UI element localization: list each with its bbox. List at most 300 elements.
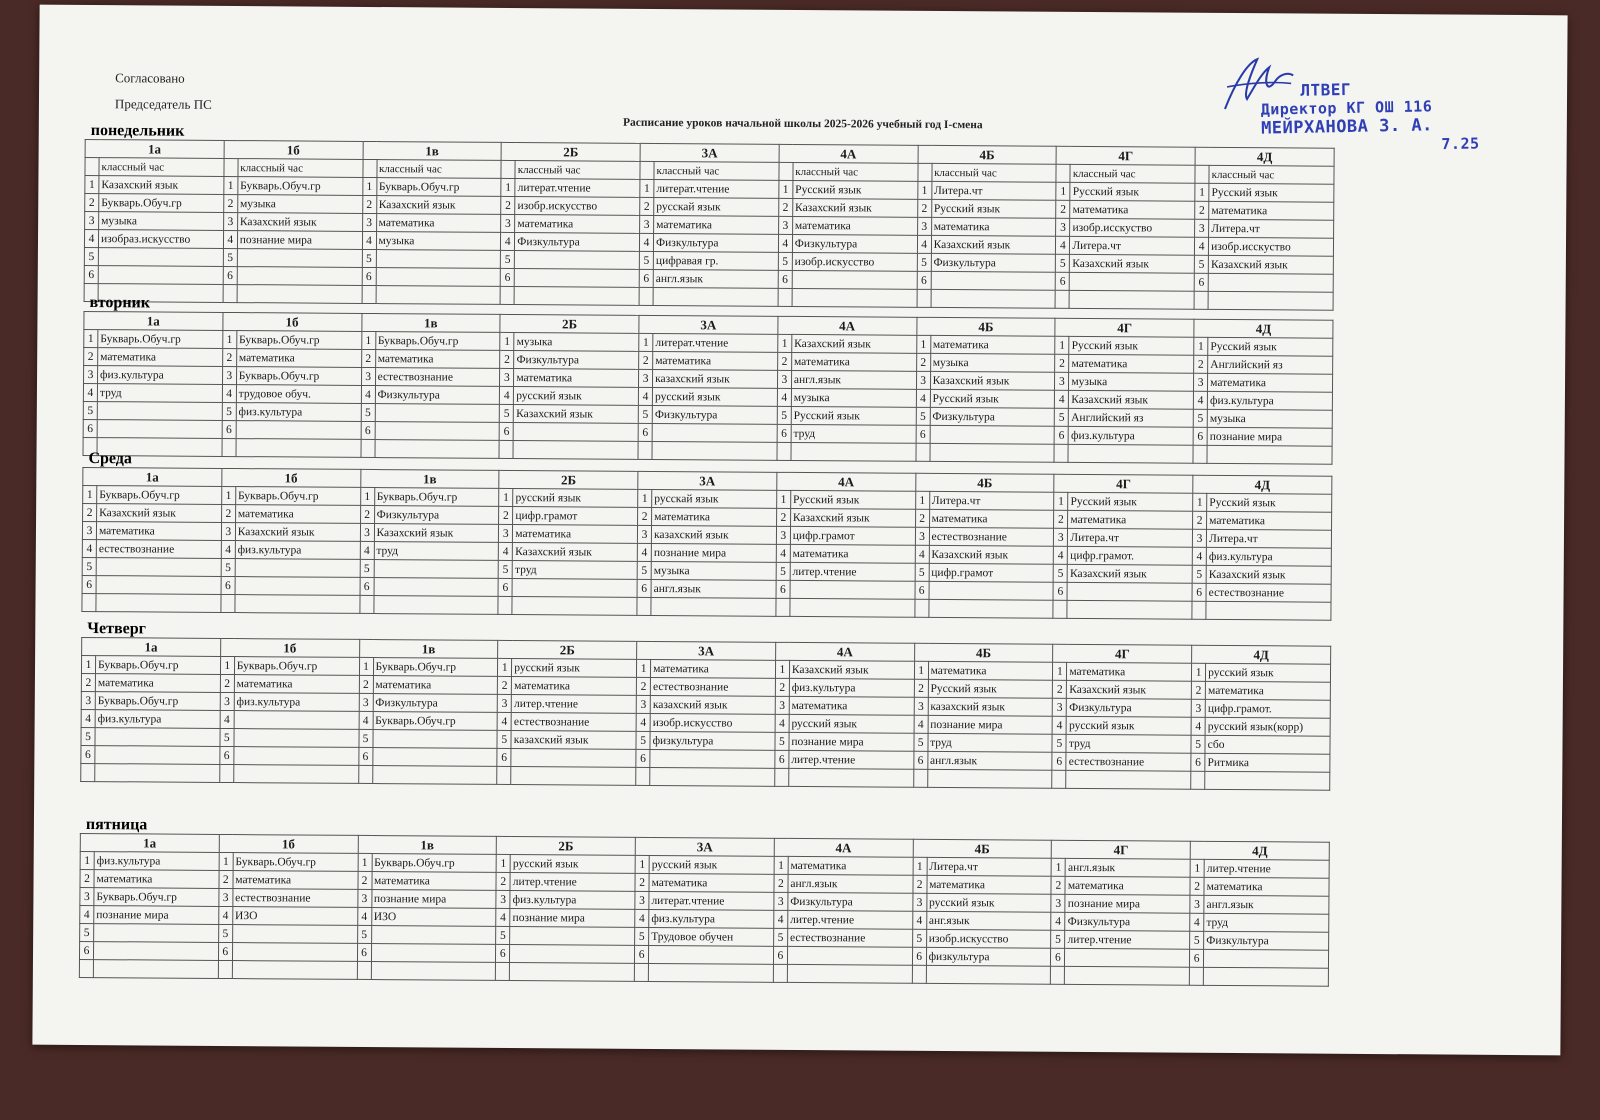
lesson-cell: Русский язык [791, 406, 916, 425]
lesson-cell [1070, 272, 1195, 291]
lesson-cell: литер.чтение [512, 694, 637, 713]
grade-header: 4А [777, 472, 916, 491]
lesson-cell [232, 925, 357, 944]
lesson-number: 2 [639, 351, 653, 369]
lesson-number: 2 [915, 509, 929, 527]
lesson-number: 1 [1055, 336, 1069, 354]
lesson-cell: труд [928, 733, 1053, 752]
empty-cell [224, 158, 238, 176]
lesson-cell: познание мира [94, 906, 219, 925]
empty-cell [96, 594, 221, 613]
lesson-cell: математика [95, 674, 220, 693]
lesson-cell: музыка [930, 353, 1055, 372]
lesson-number: 3 [777, 370, 791, 388]
lesson-number: 4 [359, 711, 373, 729]
lesson-cell: Букварь.Обуч.гр [238, 177, 363, 196]
lesson-cell [511, 748, 636, 767]
lesson-number: 6 [636, 749, 650, 767]
lesson-number: 5 [917, 253, 931, 271]
lesson-number: 2 [774, 874, 788, 892]
lesson-cell: Казахский язык [376, 196, 501, 215]
empty-cell [95, 764, 220, 783]
lesson-cell: математика [1065, 876, 1190, 895]
lesson-number: 6 [218, 942, 232, 960]
classhour-cell: классный час [932, 163, 1057, 182]
grade-header: 4Б [916, 317, 1055, 336]
lesson-number: 4 [777, 388, 791, 406]
lesson-cell: математика [512, 676, 637, 695]
empty-cell [496, 962, 510, 980]
lesson-cell: труд [97, 384, 222, 403]
lesson-cell: изобр.искусство [515, 197, 640, 216]
empty-cell [912, 965, 926, 983]
lesson-number: 6 [362, 267, 376, 285]
grade-header: 1а [80, 833, 219, 852]
lesson-cell: математика [1069, 354, 1194, 373]
lesson-number: 3 [1055, 372, 1069, 390]
empty-cell [232, 961, 357, 980]
lesson-number: 5 [1051, 930, 1065, 948]
lesson-cell: физ.культура [1206, 547, 1331, 566]
lesson-number: 4 [357, 907, 371, 925]
empty-cell [787, 964, 912, 983]
lesson-cell: естествознание [650, 677, 775, 696]
lesson-number: 2 [916, 353, 930, 371]
lesson-cell: математика [234, 675, 359, 694]
lesson-cell: англ.язык [1065, 858, 1190, 877]
lesson-number: 1 [776, 490, 790, 508]
lesson-number: 4 [1051, 912, 1065, 930]
lesson-cell: математика [791, 352, 916, 371]
lesson-cell: Букварь.Обуч.гр [373, 712, 498, 731]
lesson-cell: Казахский язык [235, 523, 360, 542]
lesson-number: 1 [361, 331, 375, 349]
lesson-number: 3 [85, 211, 99, 229]
grade-header: 3А [640, 143, 779, 162]
lesson-cell: музыка [651, 561, 776, 580]
grade-header: 4А [779, 144, 918, 163]
lesson-cell: математика [375, 350, 500, 369]
empty-cell [926, 965, 1051, 984]
lesson-cell: познание мира [1065, 894, 1190, 913]
lesson-number: 5 [915, 563, 929, 581]
lesson-cell: цифр.грамот. [1205, 699, 1330, 718]
lesson-cell: математика [649, 873, 774, 892]
lesson-cell: естествознание [96, 540, 221, 559]
lesson-number: 4 [912, 911, 926, 929]
lesson-cell: Букварь.Обуч.гр [373, 658, 498, 677]
lesson-number: 2 [914, 679, 928, 697]
lesson-number: 4 [84, 229, 98, 247]
schedule-paper [32, 5, 1567, 1056]
lesson-cell: цифр.грамот [513, 506, 638, 525]
schedule-table [79, 833, 1330, 987]
lesson-cell [792, 270, 917, 289]
lesson-cell: математика [515, 215, 640, 234]
lesson-cell: естествознание [1066, 752, 1191, 771]
lesson-cell: Казахский язык [513, 542, 638, 561]
lesson-cell: Физкультура [654, 233, 779, 252]
lesson-number: 5 [1190, 931, 1204, 949]
grade-header: 1а [85, 140, 224, 159]
lesson-cell: Букварь.Обуч.гр [235, 487, 360, 506]
lesson-number: 4 [1191, 717, 1205, 735]
lesson-number: 6 [79, 941, 93, 959]
lesson-cell: физ.культура [1207, 391, 1332, 410]
lesson-number: 3 [84, 365, 98, 383]
grade-header: 1б [220, 638, 359, 657]
lesson-number: 5 [362, 249, 376, 267]
lesson-cell: ИЗО [232, 907, 357, 926]
day-block [80, 621, 1331, 791]
lesson-cell: познание мира [651, 543, 776, 562]
lesson-number: 6 [776, 580, 790, 598]
lesson-number: 6 [1191, 753, 1205, 771]
schedule-table [80, 637, 1331, 791]
lesson-number: 3 [636, 695, 650, 713]
lesson-cell [376, 250, 501, 269]
lesson-number: 1 [913, 857, 927, 875]
empty-cell [651, 597, 776, 616]
lesson-cell: цифр.грамот. [1068, 546, 1193, 565]
grade-header: 1в [359, 639, 498, 658]
empty-cell [497, 766, 511, 784]
lesson-number: 4 [221, 540, 235, 558]
lesson-number: 1 [1193, 493, 1207, 511]
lesson-number: 6 [915, 581, 929, 599]
lesson-number: 5 [635, 927, 649, 945]
lesson-cell: изобр.искусство [926, 929, 1051, 948]
lesson-cell [787, 946, 912, 965]
empty-cell [1053, 600, 1067, 618]
lesson-cell: математика [373, 676, 498, 695]
lesson-cell: математика [790, 544, 915, 563]
lesson-cell: музыка [99, 212, 224, 231]
classhour-cell: классный час [654, 161, 779, 180]
lesson-cell [373, 730, 498, 749]
lesson-number: 1 [1056, 182, 1070, 200]
grade-header: 4Г [1054, 474, 1193, 493]
lesson-number: 6 [496, 944, 510, 962]
lesson-number: 1 [85, 175, 99, 193]
empty-cell [511, 766, 636, 785]
lesson-number: 6 [638, 423, 652, 441]
grade-header: 4Б [913, 839, 1052, 858]
empty-cell [1203, 967, 1328, 986]
lesson-cell: Казахский язык [1206, 565, 1331, 584]
lesson-number: 5 [1192, 565, 1206, 583]
classhour-cell: классный час [376, 160, 501, 179]
lesson-cell: физ.культура [234, 693, 359, 712]
lesson-cell: математика [233, 871, 358, 890]
lesson-cell: Русский язык [1068, 492, 1193, 511]
lesson-cell: познание мира [510, 908, 635, 927]
lesson-number: 5 [82, 557, 96, 575]
lesson-number: 3 [362, 213, 376, 231]
lesson-number: 3 [361, 367, 375, 385]
classhour-cell: классный час [515, 161, 640, 180]
day-name: пятница [85, 816, 148, 834]
lesson-number: 1 [498, 658, 512, 676]
lesson-cell: русский язык [1066, 716, 1191, 735]
lesson-number: 2 [776, 508, 790, 526]
lesson-number: 4 [1056, 236, 1070, 254]
lesson-number: 3 [221, 522, 235, 540]
empty-cell [1189, 967, 1203, 985]
lesson-cell: труд [1204, 913, 1329, 932]
lesson-number: 3 [776, 526, 790, 544]
lesson-number: 4 [360, 541, 374, 559]
lesson-cell: математика [235, 505, 360, 524]
empty-cell [357, 961, 371, 979]
lesson-cell: Литера.чт [929, 491, 1054, 510]
empty-cell [775, 768, 789, 786]
lesson-cell: Трудовое обучен [649, 927, 774, 946]
lesson-number: 5 [360, 559, 374, 577]
day-name: Среда [88, 450, 132, 468]
lesson-number: 3 [778, 216, 792, 234]
lesson-number: 5 [1054, 564, 1068, 582]
lesson-number: 1 [1194, 337, 1208, 355]
lesson-number: 2 [359, 675, 373, 693]
grade-header: 4Д [1190, 841, 1329, 860]
lesson-cell: Казахский язык [793, 198, 918, 217]
empty-cell [918, 163, 932, 181]
lesson-number: 4 [81, 709, 95, 727]
lesson-cell: математика [376, 214, 501, 233]
lesson-cell: труд [1066, 734, 1191, 753]
lesson-cell: трудовое обуч. [236, 385, 361, 404]
lesson-cell [512, 578, 637, 597]
lesson-number: 6 [916, 425, 930, 443]
grade-header: 1в [363, 141, 502, 160]
lesson-number: 2 [498, 676, 512, 694]
lesson-cell: математика [929, 509, 1054, 528]
lesson-cell: Букварь.Обуч.гр [237, 331, 362, 350]
lesson-cell: цифр.грамот [790, 526, 915, 545]
lesson-number: 6 [497, 748, 511, 766]
schedule-table [84, 139, 1335, 311]
empty-cell [79, 959, 93, 977]
lesson-cell: Казахский язык [237, 213, 362, 232]
lesson-number: 4 [220, 710, 234, 728]
lesson-cell: физкультура [650, 731, 775, 750]
lesson-cell: математика [1209, 201, 1334, 220]
lesson-number: 6 [1051, 948, 1065, 966]
lesson-number: 3 [360, 523, 374, 541]
lesson-number: 6 [635, 945, 649, 963]
lesson-cell [1208, 273, 1333, 292]
approval-block [115, 65, 212, 118]
lesson-cell: Казахский язык [99, 176, 224, 195]
empty-cell [914, 599, 928, 617]
empty-cell [927, 769, 1052, 788]
grade-header: 4Г [1053, 644, 1192, 663]
lesson-number: 1 [362, 177, 376, 195]
grade-header: 1б [224, 140, 363, 159]
lesson-number: 1 [220, 656, 234, 674]
schedule-table [81, 467, 1332, 621]
classhour-cell: классный час [238, 159, 363, 178]
lesson-number: 2 [222, 348, 236, 366]
lesson-number: 6 [775, 750, 789, 768]
lesson-cell [371, 944, 496, 963]
lesson-cell [98, 248, 223, 267]
lesson-number: 1 [774, 856, 788, 874]
empty-cell [634, 963, 648, 981]
lesson-number: 5 [1191, 735, 1205, 753]
lesson-cell: Физкультура [652, 405, 777, 424]
empty-cell [640, 161, 654, 179]
lesson-cell: Физкультура [1204, 931, 1329, 950]
lesson-number: 5 [497, 730, 511, 748]
lesson-cell: англ.язык [791, 370, 916, 389]
lesson-number: 5 [1055, 408, 1069, 426]
lesson-cell: русский язык [514, 386, 639, 405]
lesson-number: 5 [773, 928, 787, 946]
lesson-number: 6 [358, 747, 372, 765]
lesson-number: 3 [1194, 373, 1208, 391]
lesson-number: 1 [1195, 183, 1209, 201]
lesson-number: 4 [916, 389, 930, 407]
lesson-cell: Букварь.Обуч.гр [236, 367, 361, 386]
empty-cell [81, 763, 95, 781]
lesson-number: 6 [913, 751, 927, 769]
empty-cell [233, 765, 358, 784]
lesson-number: 2 [80, 869, 94, 887]
classhour-cell: классный час [1070, 164, 1195, 183]
empty-cell [928, 599, 1053, 618]
lesson-number: 2 [1193, 511, 1207, 529]
stamp-line-1: ЛТВЕГ [1300, 79, 1352, 100]
lesson-number: 3 [501, 214, 515, 232]
lesson-cell: Русский язык [1207, 493, 1332, 512]
empty-cell [510, 962, 635, 981]
grade-header: 4Г [1056, 146, 1195, 165]
lesson-cell: Русский язык [931, 199, 1056, 218]
lesson-cell [95, 746, 220, 765]
lesson-number: 3 [220, 692, 234, 710]
lesson-number: 1 [84, 329, 98, 347]
grade-header: 3А [639, 315, 778, 334]
lesson-cell: математика [98, 348, 223, 367]
lesson-cell [96, 558, 221, 577]
lesson-number: 2 [779, 198, 793, 216]
lesson-number: 3 [640, 215, 654, 233]
lesson-number: 4 [1192, 547, 1206, 565]
empty-cell [219, 764, 233, 782]
lesson-cell: познание мира [789, 732, 914, 751]
lesson-number: 4 [640, 233, 654, 251]
lesson-number: 2 [1053, 680, 1067, 698]
lesson-cell: русский язык [926, 893, 1051, 912]
approval-chairman: Председатель ПС [114, 96, 212, 112]
lesson-number: 1 [219, 852, 233, 870]
grade-header: 2Б [498, 640, 637, 659]
lesson-number: 4 [917, 235, 931, 253]
lesson-number: 4 [83, 383, 97, 401]
lesson-number: 5 [914, 733, 928, 751]
day-name: понедельник [90, 122, 185, 140]
lesson-cell [1204, 949, 1329, 968]
lesson-cell [510, 944, 635, 963]
lesson-cell: литер.чтение [510, 872, 635, 891]
lesson-cell [930, 425, 1055, 444]
lesson-number: 4 [496, 908, 510, 926]
empty-cell [1065, 966, 1190, 985]
lesson-cell: Букварь.Обуч.гр [95, 692, 220, 711]
lesson-cell [372, 748, 497, 767]
lesson-number: 4 [778, 234, 792, 252]
lesson-cell: Физкультура [515, 233, 640, 252]
lesson-number: 6 [221, 576, 235, 594]
lesson-cell: Казахский язык [792, 334, 917, 353]
empty-cell [789, 768, 914, 787]
lesson-cell: физ.культура [95, 710, 220, 729]
lesson-number: 5 [775, 732, 789, 750]
lesson-cell: русский язык(корр) [1205, 717, 1330, 736]
lesson-cell [96, 576, 221, 595]
lesson-cell: Казахский язык [931, 235, 1056, 254]
lesson-number: 3 [1193, 529, 1207, 547]
lesson-cell: математика [789, 696, 914, 715]
lesson-cell: труд [512, 560, 637, 579]
lesson-cell: Литера.чт [1068, 528, 1193, 547]
lesson-cell: Букварь.Обуч.гр [98, 330, 223, 349]
lesson-cell [929, 581, 1054, 600]
lesson-number: 6 [1054, 426, 1068, 444]
lesson-cell: естествознание [787, 928, 912, 947]
empty-cell [1195, 165, 1209, 183]
lesson-cell: Русский язык [790, 490, 915, 509]
lesson-number: 4 [218, 906, 232, 924]
lesson-number: 3 [219, 888, 233, 906]
lesson-cell: сбо [1205, 735, 1330, 754]
lesson-cell [237, 267, 362, 286]
lesson-cell: Физкультура [374, 506, 499, 525]
lesson-number: 4 [638, 387, 652, 405]
lesson-cell: Букварь.Обуч.гр [94, 888, 219, 907]
lesson-number: 1 [358, 853, 372, 871]
grade-header: 1а [84, 311, 223, 330]
lesson-cell: музыка [376, 232, 501, 251]
lesson-cell: труд [374, 542, 499, 561]
lesson-number: 2 [361, 349, 375, 367]
lesson-number: 5 [218, 924, 232, 942]
lesson-number: 1 [223, 330, 237, 348]
lesson-number: 5 [1052, 734, 1066, 752]
lesson-number: 4 [915, 545, 929, 563]
lesson-number: 3 [915, 527, 929, 545]
lesson-cell: Английский яз [1069, 408, 1194, 427]
empty-cell [1206, 601, 1331, 620]
lesson-cell: математика [1205, 681, 1330, 700]
lesson-number: 1 [917, 181, 931, 199]
lesson-cell: Казахский язык [1067, 680, 1192, 699]
lesson-cell: Ритмика [1205, 753, 1330, 772]
lesson-number: 6 [220, 746, 234, 764]
lesson-cell: Литера.чт [1070, 236, 1195, 255]
lesson-number: 6 [1056, 272, 1070, 290]
lesson-number: 1 [360, 487, 374, 505]
lesson-cell: естествознание [1206, 583, 1331, 602]
lesson-cell: Букварь.Обуч.гр [97, 486, 222, 505]
grade-header: 1б [219, 834, 358, 853]
empty-cell [512, 596, 637, 615]
lesson-cell: музыка [237, 195, 362, 214]
empty-cell [1067, 600, 1192, 619]
lesson-cell [98, 266, 223, 285]
